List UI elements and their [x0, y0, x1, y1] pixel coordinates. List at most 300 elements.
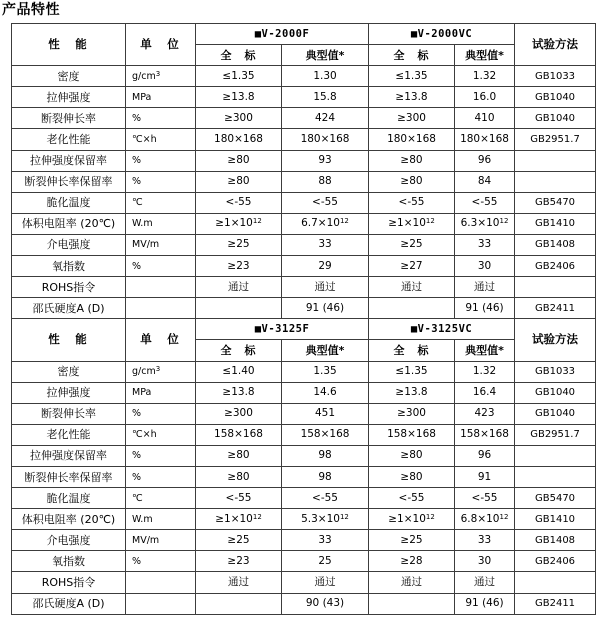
- value-text: ≥1×10: [215, 217, 253, 230]
- value-cell: [282, 382, 369, 403]
- property-name: 脆化温度: [12, 192, 126, 213]
- value-cell: [282, 129, 369, 150]
- unit-superscript: 3: [155, 69, 161, 78]
- value-text: ≥28: [400, 554, 423, 567]
- exponent: 12: [425, 512, 435, 521]
- value-cell: [282, 403, 369, 424]
- value-cell: [282, 150, 369, 171]
- value-text: 424: [314, 111, 336, 124]
- test-method-cell: GB2411: [515, 593, 596, 614]
- typical-value-header: 典型值*: [282, 45, 369, 66]
- value-cell: [196, 530, 282, 551]
- value-text: ≥13.8: [395, 386, 428, 399]
- test-method-cell: [515, 572, 596, 593]
- test-method-cell: GB1033: [515, 66, 596, 87]
- table-row: [12, 466, 596, 487]
- unit-header: 单 位: [126, 24, 196, 66]
- value-cell: [369, 593, 455, 614]
- exponent: 12: [252, 512, 262, 521]
- value-text: ≥27: [400, 259, 423, 272]
- unit-cell: [126, 572, 196, 593]
- table-row: [12, 593, 596, 614]
- value-cell: [196, 424, 282, 445]
- value-cell: [455, 530, 515, 551]
- unit-cell: [126, 150, 196, 171]
- value-text: 30: [477, 554, 492, 567]
- value-cell: [196, 466, 282, 487]
- value-cell: [369, 382, 455, 403]
- typical-value-header: 典型值*: [282, 340, 369, 361]
- value-text: 16.0: [472, 90, 497, 103]
- value-text: ≥13.8: [222, 386, 255, 399]
- value-cell: [282, 192, 369, 213]
- value-text: 158×168: [214, 428, 263, 441]
- value-cell: [369, 298, 455, 319]
- exponent: 12: [425, 217, 435, 226]
- value-text: <-55: [225, 491, 252, 504]
- value-cell: [455, 298, 515, 319]
- header-row: [12, 24, 596, 45]
- value-text: 通过: [474, 575, 496, 588]
- value-cell: [455, 509, 515, 530]
- value-cell: [196, 403, 282, 424]
- value-text: 158×168: [460, 428, 509, 441]
- value-text: ≥1×10: [215, 512, 253, 525]
- property-name: 脆化温度: [12, 488, 126, 509]
- value-text: <-55: [312, 491, 338, 504]
- property-name: 拉伸强度: [12, 382, 126, 403]
- model-name: ■V-2000VC: [369, 24, 515, 45]
- value-text: 96: [477, 449, 492, 462]
- unit-cell: [126, 509, 196, 530]
- value-cell: [282, 298, 369, 319]
- value-cell: [369, 108, 455, 129]
- value-cell: [455, 108, 515, 129]
- value-cell: [369, 129, 455, 150]
- value-cell: [369, 256, 455, 277]
- value-text: ≥13.8: [222, 90, 255, 103]
- table-row: [12, 171, 596, 192]
- value-cell: [196, 361, 282, 382]
- value-cell: [455, 171, 515, 192]
- test-method-header: 试验方法: [515, 24, 596, 66]
- value-text: ≥80: [227, 175, 250, 188]
- value-text: <-55: [225, 196, 252, 209]
- unit-text: %: [132, 555, 142, 567]
- unit-cell: [126, 382, 196, 403]
- property-name: ROHS指令: [12, 572, 126, 593]
- value-cell: [282, 66, 369, 87]
- value-text: <-55: [312, 196, 338, 209]
- value-cell: [369, 192, 455, 213]
- value-text: ≤1.35: [222, 69, 255, 82]
- value-cell: [455, 87, 515, 108]
- value-text: ≥25: [227, 238, 250, 251]
- table-row: [12, 150, 596, 171]
- test-method-cell: GB1040: [515, 382, 596, 403]
- property-name: 拉伸强度保留率: [12, 445, 126, 466]
- unit-superscript: 3: [155, 365, 161, 374]
- value-cell: [455, 382, 515, 403]
- unit-cell: [126, 298, 196, 319]
- full-standard-header: 全 标: [369, 340, 455, 361]
- value-text: ≥25: [227, 533, 250, 546]
- test-method-header: 试验方法: [515, 319, 596, 361]
- table-row: [12, 213, 596, 234]
- unit-cell: [126, 488, 196, 509]
- value-cell: [369, 488, 455, 509]
- value-cell: [196, 192, 282, 213]
- value-text: 33: [318, 238, 332, 251]
- full-standard-header: 全 标: [369, 45, 455, 66]
- value-cell: [282, 171, 369, 192]
- test-method-cell: GB5470: [515, 192, 596, 213]
- full-standard-header: 全 标: [196, 45, 282, 66]
- unit-text: %: [132, 260, 142, 272]
- test-method-cell: GB2951.7: [515, 424, 596, 445]
- value-text: ≥80: [400, 154, 423, 167]
- unit-cell: [126, 213, 196, 234]
- value-cell: [455, 424, 515, 445]
- unit-cell: [126, 171, 196, 192]
- value-cell: [282, 234, 369, 255]
- unit-cell: [126, 129, 196, 150]
- unit-cell: [126, 403, 196, 424]
- unit-cell: [126, 424, 196, 445]
- unit-text: MPa: [132, 387, 152, 399]
- value-text: 91 (46): [465, 301, 504, 314]
- value-text: 通过: [401, 575, 423, 588]
- value-cell: [282, 213, 369, 234]
- test-method-cell: GB1033: [515, 361, 596, 382]
- unit-cell: [126, 234, 196, 255]
- property-name: 断裂伸长率保留率: [12, 466, 126, 487]
- test-method-cell: GB1408: [515, 530, 596, 551]
- table-row: [12, 192, 596, 213]
- value-cell: [282, 488, 369, 509]
- value-text: 1.32: [472, 365, 497, 378]
- unit-text: g/cm: [132, 70, 156, 82]
- value-text: 98: [318, 470, 332, 483]
- table-row: [12, 530, 596, 551]
- value-cell: [196, 382, 282, 403]
- value-cell: [196, 572, 282, 593]
- property-name: 老化性能: [12, 129, 126, 150]
- value-text: 90 (43): [305, 597, 345, 610]
- value-text: 通过: [314, 575, 336, 588]
- value-cell: [196, 87, 282, 108]
- table-row: [12, 361, 596, 382]
- value-text: 通过: [228, 280, 249, 293]
- value-text: <-55: [398, 196, 425, 209]
- unit-text: MV/m: [132, 239, 160, 251]
- unit-cell: [126, 551, 196, 572]
- value-text: ≥1×10: [388, 512, 426, 525]
- test-method-cell: [515, 150, 596, 171]
- value-text: 6.3×10: [460, 217, 500, 230]
- value-cell: [455, 593, 515, 614]
- typical-value-header: 典型值*: [455, 340, 515, 361]
- test-method-cell: GB2406: [515, 551, 596, 572]
- value-cell: [196, 256, 282, 277]
- value-cell: [196, 277, 282, 298]
- test-method-cell: [515, 277, 596, 298]
- unit-text: ℃: [132, 197, 143, 209]
- value-text: 1.32: [472, 69, 497, 82]
- value-text: ≥80: [227, 154, 250, 167]
- value-cell: [455, 192, 515, 213]
- unit-cell: [126, 277, 196, 298]
- value-cell: [282, 509, 369, 530]
- value-text: 98: [318, 449, 332, 462]
- value-text: ≤1.35: [395, 365, 428, 378]
- test-method-cell: [515, 466, 596, 487]
- value-text: 33: [477, 533, 492, 546]
- value-text: 96: [477, 154, 492, 167]
- property-name: 断裂伸长率: [12, 403, 126, 424]
- table-row: [12, 108, 596, 129]
- value-text: ≤1.40: [222, 365, 255, 378]
- property-name: 断裂伸长率保留率: [12, 171, 126, 192]
- value-text: ≥80: [400, 175, 423, 188]
- value-text: ≥13.8: [395, 90, 428, 103]
- value-text: 180×168: [387, 133, 436, 146]
- value-cell: [282, 530, 369, 551]
- value-text: 93: [318, 154, 332, 167]
- table-row: [12, 66, 596, 87]
- value-cell: [455, 403, 515, 424]
- value-cell: [196, 298, 282, 319]
- value-cell: [455, 488, 515, 509]
- value-cell: [282, 445, 369, 466]
- property-name: ROHS指令: [12, 277, 126, 298]
- model-name: ■V-2000F: [196, 24, 369, 45]
- value-cell: [196, 171, 282, 192]
- property-name: 拉伸强度: [12, 87, 126, 108]
- unit-cell: [126, 361, 196, 382]
- value-text: 30: [477, 259, 492, 272]
- unit-cell: [126, 256, 196, 277]
- unit-text: MV/m: [132, 534, 160, 546]
- exponent: 12: [252, 217, 262, 226]
- test-method-cell: GB1410: [515, 213, 596, 234]
- table-row: [12, 445, 596, 466]
- value-text: ≥1×10: [388, 217, 426, 230]
- table-row: [12, 87, 596, 108]
- value-cell: [196, 66, 282, 87]
- value-cell: [282, 361, 369, 382]
- unit-cell: [126, 87, 196, 108]
- value-text: 158×168: [300, 428, 350, 441]
- property-name: 氧指数: [12, 551, 126, 572]
- table-row: [12, 509, 596, 530]
- typical-value-header: 典型值*: [455, 45, 515, 66]
- unit-cell: [126, 466, 196, 487]
- value-text: 423: [474, 407, 495, 420]
- unit-text: %: [132, 471, 142, 483]
- value-cell: [369, 466, 455, 487]
- value-text: ≥25: [400, 533, 423, 546]
- table-row: [12, 277, 596, 298]
- unit-text: ℃×h: [132, 429, 157, 441]
- value-text: 6.8×10: [460, 512, 500, 525]
- property-name: 密度: [12, 66, 126, 87]
- unit-text: %: [132, 450, 142, 462]
- value-cell: [369, 424, 455, 445]
- value-cell: [369, 361, 455, 382]
- value-text: 6.7×10: [301, 217, 340, 230]
- value-cell: [455, 66, 515, 87]
- unit-header: 单 位: [126, 319, 196, 361]
- value-cell: [369, 403, 455, 424]
- value-text: ≥80: [227, 449, 250, 462]
- value-cell: [282, 593, 369, 614]
- value-cell: [369, 530, 455, 551]
- value-text: 通过: [474, 280, 496, 293]
- exponent: 12: [339, 217, 349, 226]
- unit-text: MPa: [132, 91, 152, 103]
- value-cell: [455, 466, 515, 487]
- value-text: 91 (46): [305, 301, 345, 314]
- property-name: 拉伸强度保留率: [12, 150, 126, 171]
- value-text: <-55: [471, 491, 498, 504]
- test-method-cell: GB1410: [515, 509, 596, 530]
- property-name: 邵氏硬度A (D): [12, 593, 126, 614]
- value-text: 5.3×10: [301, 512, 340, 525]
- test-method-cell: GB5470: [515, 488, 596, 509]
- test-method-cell: GB1040: [515, 108, 596, 129]
- value-cell: [455, 551, 515, 572]
- value-text: ≥23: [227, 554, 250, 567]
- table-row: [12, 403, 596, 424]
- unit-text: %: [132, 112, 142, 124]
- value-cell: [282, 256, 369, 277]
- table-row: [12, 382, 596, 403]
- value-cell: [369, 213, 455, 234]
- value-cell: [369, 551, 455, 572]
- value-text: ≥23: [227, 259, 250, 272]
- property-name: 介电强度: [12, 234, 126, 255]
- value-text: 410: [474, 111, 495, 124]
- unit-text: ℃: [132, 492, 143, 504]
- value-cell: [282, 551, 369, 572]
- value-cell: [455, 256, 515, 277]
- value-cell: [282, 424, 369, 445]
- value-cell: [369, 277, 455, 298]
- value-cell: [369, 445, 455, 466]
- value-cell: [369, 66, 455, 87]
- unit-cell: [126, 530, 196, 551]
- property-name: 密度: [12, 361, 126, 382]
- test-method-cell: GB1040: [515, 87, 596, 108]
- unit-text: g/cm: [132, 366, 156, 378]
- value-text: ≥300: [397, 111, 426, 124]
- value-cell: [282, 466, 369, 487]
- value-cell: [196, 488, 282, 509]
- value-text: ≥300: [397, 407, 426, 420]
- value-cell: [369, 509, 455, 530]
- value-cell: [282, 277, 369, 298]
- value-text: 33: [477, 238, 492, 251]
- test-method-cell: [515, 445, 596, 466]
- value-text: 451: [314, 407, 336, 420]
- table-row: [12, 234, 596, 255]
- header-row: [12, 319, 596, 340]
- unit-text: %: [132, 155, 142, 167]
- table-row: [12, 551, 596, 572]
- value-text: 88: [318, 175, 332, 188]
- unit-text: %: [132, 176, 142, 188]
- unit-cell: [126, 445, 196, 466]
- test-method-cell: GB2951.7: [515, 129, 596, 150]
- value-text: ≥80: [400, 449, 423, 462]
- value-cell: [455, 277, 515, 298]
- value-text: 180×168: [300, 133, 350, 146]
- value-text: <-55: [398, 491, 425, 504]
- value-cell: [196, 445, 282, 466]
- value-cell: [455, 361, 515, 382]
- property-name: 体积电阻率 (20℃): [12, 213, 126, 234]
- value-text: 29: [318, 259, 332, 272]
- property-name: 老化性能: [12, 424, 126, 445]
- model-name: ■V-3125VC: [369, 319, 515, 340]
- value-cell: [196, 509, 282, 530]
- value-text: ≥80: [400, 470, 423, 483]
- test-method-cell: GB2406: [515, 256, 596, 277]
- value-text: ≥300: [224, 111, 253, 124]
- table-row: [12, 488, 596, 509]
- value-cell: [455, 572, 515, 593]
- value-text: 1.30: [313, 69, 337, 82]
- test-method-cell: GB2411: [515, 298, 596, 319]
- value-text: 91 (46): [465, 597, 504, 610]
- test-method-cell: GB1040: [515, 403, 596, 424]
- value-cell: [455, 150, 515, 171]
- table-row: [12, 129, 596, 150]
- value-cell: [369, 171, 455, 192]
- value-cell: [369, 87, 455, 108]
- unit-cell: [126, 593, 196, 614]
- value-cell: [369, 150, 455, 171]
- value-text: 14.6: [313, 386, 337, 399]
- property-name: 体积电阻率 (20℃): [12, 509, 126, 530]
- value-cell: [282, 572, 369, 593]
- unit-text: W.m: [132, 513, 153, 525]
- value-cell: [455, 445, 515, 466]
- table-row: [12, 424, 596, 445]
- property-name: 断裂伸长率: [12, 108, 126, 129]
- table-row: [12, 572, 596, 593]
- value-cell: [196, 129, 282, 150]
- value-text: 91: [477, 470, 492, 483]
- table-row: [12, 256, 596, 277]
- value-cell: [196, 108, 282, 129]
- value-text: 通过: [401, 280, 423, 293]
- value-text: ≥25: [400, 238, 423, 251]
- value-cell: [196, 551, 282, 572]
- value-text: <-55: [471, 196, 498, 209]
- value-cell: [369, 572, 455, 593]
- value-text: 158×168: [387, 428, 436, 441]
- value-text: 180×168: [460, 133, 509, 146]
- property-name: 介电强度: [12, 530, 126, 551]
- value-cell: [455, 129, 515, 150]
- value-text: 1.35: [313, 365, 337, 378]
- value-text: 84: [477, 175, 492, 188]
- full-standard-header: 全 标: [196, 340, 282, 361]
- exponent: 12: [339, 512, 349, 521]
- property-header: 性 能: [12, 319, 126, 361]
